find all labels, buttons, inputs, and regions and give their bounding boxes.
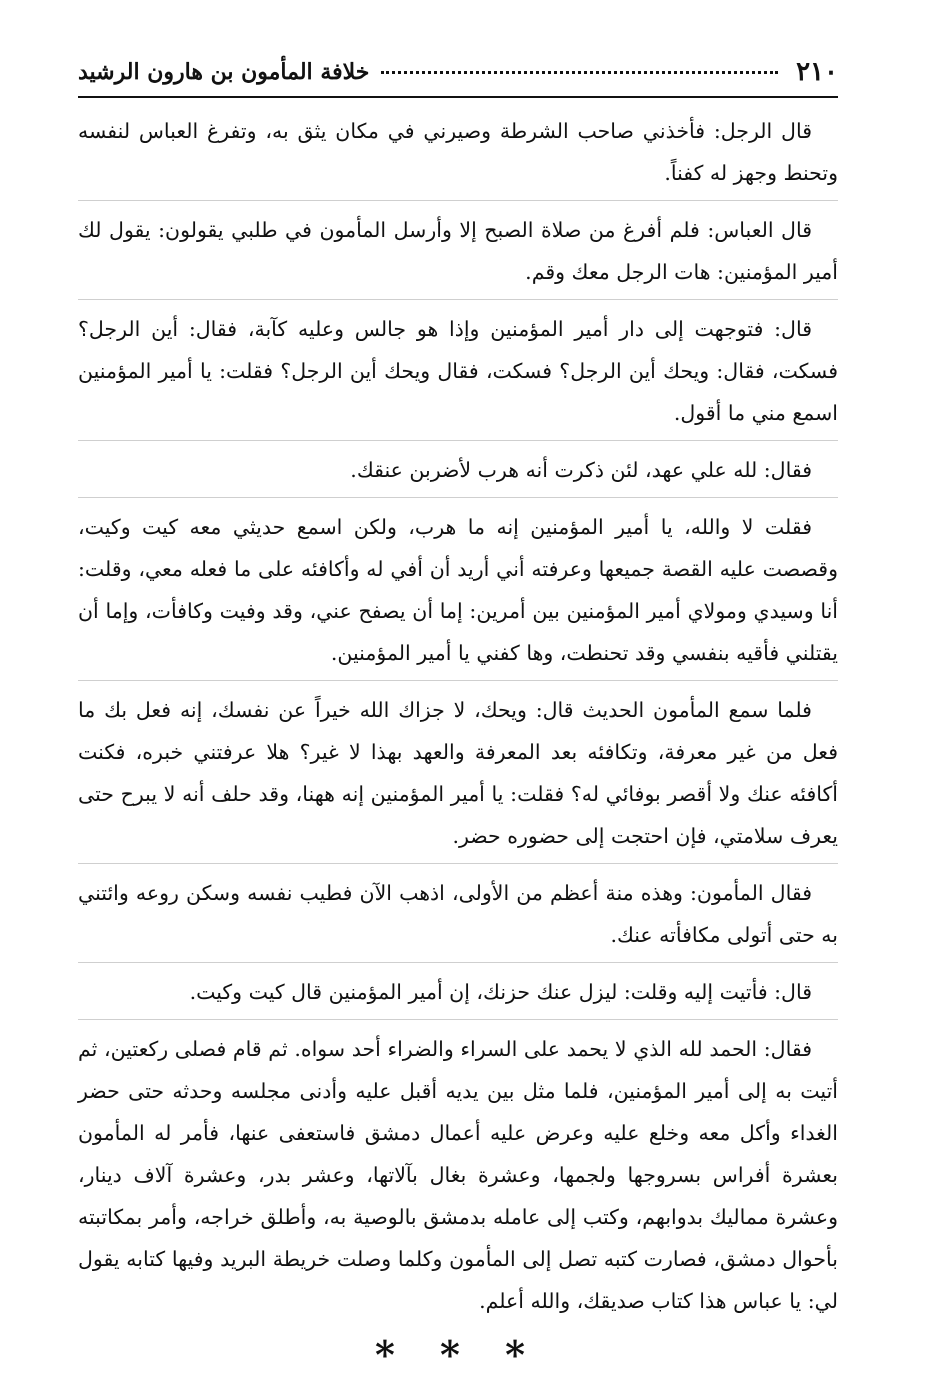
page-number: ٢١٠	[796, 57, 838, 87]
book-page	[78, 52, 838, 1377]
paragraph: فقال: الحمد لله الذي لا يحمد على السراء والضراء أحد سواه. ثم قام فصلى ركعتين، ثم أتيت به إلى أمير المؤمنين، فلما مثل بين يديه أقبل عليه وأدنى مجلسه وحدثه حتى حضر الغداء وأكل معه وخلع عليه وعرض عليه أعمال دمشق فاستعفى عنها، فأمر له المأمون بعشرة أفراس بسروجها ولجمها، وعشرة بغال بآلاتها، وعشر بدر، وعشرة آلاف دينار، وعشرة مماليك بدوابهم، وكتب إلى عامله بدمشق بالوصية به، وأطلق خراجه، وأمر بمكاتبته بأحوال دمشق، فصارت كتبه تصل إلى المأمون وكلما وصلت خريطة البريد وفيها كتابه يقول لي: يا عباس هذا كتاب صديقك، والله أعلم.	[78, 1037, 838, 1313]
header-dotted-leader	[381, 71, 778, 74]
section-separator: * * *	[374, 1332, 542, 1377]
paragraph: قال: فتوجهت إلى دار أمير المؤمنين وإذا هو جالس وعليه كآبة، فقال: أين الرجل؟ فسكت، فقال: ويحك أين الرجل؟ فسكت، فقال ويحك أين الرجل؟ فقلت: يا أمير المؤمنين اسمع مني ما أقول.	[78, 308, 838, 441]
paragraph: فقال المأمون: وهذه منة أعظم من الأولى، اذهب الآن فطيب نفسه وسكن روعه وائتني به حتى أتولى مكافأته عنك.	[78, 872, 838, 963]
page-header	[78, 52, 838, 98]
paragraph: فقال: لله علي عهد، لئن ذكرت أنه هرب لأضربن عنقك.	[78, 449, 838, 498]
paragraph: قال الرجل: فأخذني صاحب الشرطة وصيرني في مكان يثق به، وتفرغ العباس لنفسه وتحنط وجهز له كفناً.	[78, 110, 838, 201]
paragraph: قال: فأتيت إليه وقلت: ليزل عنك حزنك، إن أمير المؤمنين قال كيت وكيت.	[78, 971, 838, 1020]
body-text	[78, 110, 838, 1322]
paragraph: قال العباس: فلم أفرغ من صلاة الصبح إلا وأرسل المأمون في طلبي يقولون: يقول لك أمير المؤمنين: هات الرجل معك وقم.	[78, 209, 838, 300]
running-title: خلافة المأمون بن هارون الرشيد	[78, 59, 370, 85]
paragraph: فلما سمع المأمون الحديث قال: ويحك، لا جزاك الله خيراً عن نفسك، إنه فعل بك ما فعل من غير معرفة، وتكافئه بعد المعرفة والعهد بهذا لا غير؟ هلا عرفتني خبره، فكنت أكافئه عنك ولا أقصر بوفائي له؟ فقلت: يا أمير المؤمنين إنه ههنا، وقد حلف أنه لا يبرح حتى يعرف سلامتي، فإن احتجت إلى حضوره حضر.	[78, 689, 838, 864]
paragraph: فقلت لا والله، يا أمير المؤمنين إنه ما هرب، ولكن اسمع حديثي معه كيت وكيت، وقصصت عليه القصة جميعها وعرفته أني أريد أن أفي له وأكافئه على ما فعله معي، وقلت: أنا وسيدي ومولاي أمير المؤمنين بين أمرين: إما أن يصفح عني، وقد وفيت وكافأت، وإما أن يقتلني فأقيه بنفسي وقد تحنطت، وها كفني يا أمير المؤمنين.	[78, 506, 838, 681]
